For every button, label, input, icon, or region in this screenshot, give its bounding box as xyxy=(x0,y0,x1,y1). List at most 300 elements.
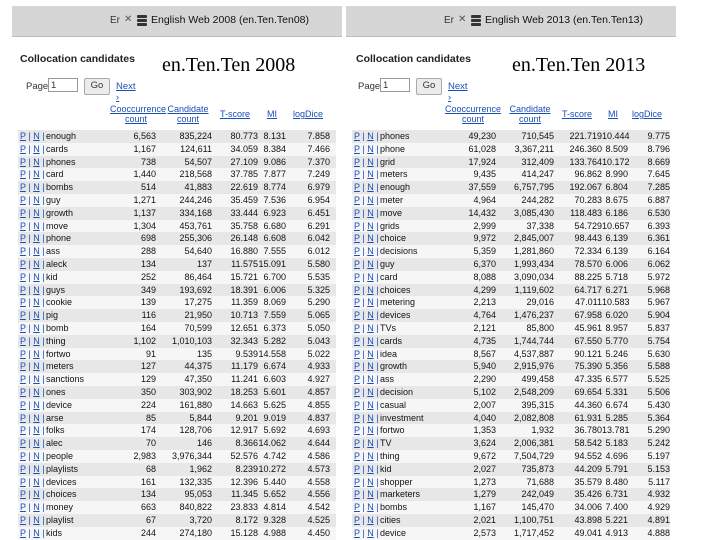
cell-word[interactable]: enough xyxy=(46,131,77,141)
pn-links[interactable]: P | N | xyxy=(20,502,45,513)
pn-links[interactable]: P | N | xyxy=(354,271,379,282)
cell-word[interactable]: idea xyxy=(380,348,398,359)
n-link[interactable]: N xyxy=(367,399,374,410)
table-row[interactable] xyxy=(352,156,670,169)
table-row[interactable] xyxy=(352,220,670,233)
n-link[interactable]: N xyxy=(367,131,374,141)
table-row[interactable] xyxy=(18,335,336,348)
next-link[interactable]: Next › xyxy=(116,81,136,103)
n-link[interactable]: N xyxy=(367,169,374,180)
n-link[interactable]: N xyxy=(367,489,374,500)
cell-word[interactable]: guy xyxy=(46,194,61,205)
table-row[interactable] xyxy=(18,373,336,386)
cell-word[interactable]: phones xyxy=(46,156,76,167)
n-link[interactable]: N xyxy=(367,297,374,308)
n-link[interactable]: N xyxy=(33,374,40,385)
p-link[interactable]: P xyxy=(354,348,360,359)
n-link[interactable]: N xyxy=(33,322,40,333)
p-link[interactable]: P xyxy=(20,502,26,513)
table-row[interactable] xyxy=(352,488,670,501)
table-row[interactable] xyxy=(352,207,670,220)
n-link[interactable]: N xyxy=(367,450,374,461)
p-link[interactable]: P xyxy=(354,399,360,410)
table-row[interactable] xyxy=(18,309,336,322)
n-link[interactable]: N xyxy=(367,310,374,321)
cell-word[interactable]: bombs xyxy=(46,182,74,193)
n-link[interactable]: N xyxy=(33,361,40,372)
col-tscore[interactable]: T-score xyxy=(219,109,250,119)
p-link[interactable]: P xyxy=(20,194,26,205)
pn-links[interactable]: P | N | xyxy=(354,156,379,167)
n-link[interactable]: N xyxy=(367,502,374,513)
cell-word[interactable]: people xyxy=(46,450,74,461)
n-link[interactable]: N xyxy=(33,169,40,180)
pn-links[interactable]: P | N | xyxy=(20,258,45,269)
table-row[interactable] xyxy=(352,284,670,297)
cell-word[interactable]: grid xyxy=(380,156,396,167)
n-link[interactable]: N xyxy=(367,233,374,244)
cell-word[interactable]: growth xyxy=(380,361,408,372)
table-row[interactable] xyxy=(18,386,336,399)
table-row[interactable] xyxy=(352,360,670,373)
p-link[interactable]: P xyxy=(20,463,26,474)
table-row[interactable] xyxy=(352,386,670,399)
p-link[interactable]: P xyxy=(354,207,360,218)
n-link[interactable]: N xyxy=(33,233,40,244)
col-logdice[interactable]: logDice xyxy=(631,109,662,119)
table-row[interactable] xyxy=(18,501,336,514)
cell-word[interactable]: aleck xyxy=(46,258,68,269)
table-row[interactable] xyxy=(352,130,670,143)
pn-links[interactable]: P | N | xyxy=(20,246,45,257)
n-link[interactable]: N xyxy=(367,386,374,397)
col-mi[interactable]: MI xyxy=(608,109,618,119)
pn-links[interactable]: P | N | xyxy=(20,233,45,244)
p-link[interactable]: P xyxy=(354,425,360,436)
n-link[interactable]: N xyxy=(33,527,40,538)
pn-links[interactable]: P | N | xyxy=(20,476,45,487)
cell-word[interactable]: decisions xyxy=(380,246,418,257)
n-link[interactable]: N xyxy=(367,514,374,525)
table-row[interactable] xyxy=(18,194,336,207)
n-link[interactable]: N xyxy=(33,476,40,487)
p-link[interactable]: P xyxy=(354,143,360,154)
col-cooccurrence[interactable]: Cooccurrence count xyxy=(444,104,502,124)
table-row[interactable] xyxy=(352,181,670,194)
table-row[interactable] xyxy=(352,424,670,437)
col-tscore[interactable]: T-score xyxy=(561,109,592,119)
cell-word[interactable]: TVs xyxy=(380,322,397,333)
pn-links[interactable]: P | N | xyxy=(354,310,379,321)
p-link[interactable]: P xyxy=(20,169,26,180)
table-row[interactable] xyxy=(18,322,336,335)
pn-links[interactable]: P | N | xyxy=(354,207,379,218)
pn-links[interactable]: P | N | xyxy=(354,361,379,372)
table-row[interactable] xyxy=(352,232,670,245)
cell-word[interactable]: kid xyxy=(46,271,58,282)
table-row[interactable] xyxy=(352,501,670,514)
p-link[interactable]: P xyxy=(20,386,26,397)
pn-links[interactable]: P | N | xyxy=(354,476,379,487)
p-link[interactable]: P xyxy=(20,246,26,257)
n-link[interactable]: N xyxy=(367,284,374,295)
p-link[interactable]: P xyxy=(20,143,26,154)
p-link[interactable]: P xyxy=(354,156,360,167)
cell-word[interactable]: bombs xyxy=(380,502,408,513)
cell-word[interactable]: thing xyxy=(46,335,66,346)
pn-links[interactable]: P | N | xyxy=(354,527,379,538)
table-row[interactable] xyxy=(18,130,336,143)
pn-links[interactable]: P | N | xyxy=(354,284,379,295)
cell-word[interactable]: money xyxy=(46,502,74,513)
p-link[interactable]: P xyxy=(354,450,360,461)
pn-links[interactable]: P | N | xyxy=(20,425,45,436)
n-link[interactable]: N xyxy=(367,271,374,282)
p-link[interactable]: P xyxy=(354,284,360,295)
p-link[interactable]: P xyxy=(354,131,360,141)
cell-word[interactable]: meter xyxy=(380,194,404,205)
n-link[interactable]: N xyxy=(33,156,40,167)
pn-links[interactable]: P | N | xyxy=(354,450,379,461)
p-link[interactable]: P xyxy=(354,246,360,257)
cell-word[interactable]: alec xyxy=(46,438,63,449)
n-link[interactable]: N xyxy=(33,335,40,346)
pn-links[interactable]: P | N | xyxy=(20,348,45,359)
n-link[interactable]: N xyxy=(367,425,374,436)
p-link[interactable]: P xyxy=(354,169,360,180)
table-row[interactable] xyxy=(18,463,336,476)
pn-links[interactable]: P | N | xyxy=(354,514,379,525)
p-link[interactable]: P xyxy=(354,412,360,423)
cell-word[interactable]: meters xyxy=(380,169,408,180)
pn-links[interactable]: P | N | xyxy=(354,220,379,231)
cell-word[interactable]: investment xyxy=(380,412,424,423)
cell-word[interactable]: phones xyxy=(380,131,410,141)
pn-links[interactable]: P | N | xyxy=(354,169,379,180)
n-link[interactable]: N xyxy=(33,425,40,436)
cell-word[interactable]: choice xyxy=(380,233,407,244)
table-row[interactable] xyxy=(18,143,336,156)
p-link[interactable]: P xyxy=(354,476,360,487)
pn-links[interactable]: P | N | xyxy=(20,156,45,167)
n-link[interactable]: N xyxy=(367,207,374,218)
page-input[interactable]: 1 xyxy=(48,78,78,92)
n-link[interactable]: N xyxy=(367,476,374,487)
cell-word[interactable]: enough xyxy=(380,182,411,193)
cell-word[interactable]: decision xyxy=(380,386,414,397)
pn-links[interactable]: P | N | xyxy=(354,463,379,474)
pn-links[interactable]: P | N | xyxy=(20,463,45,474)
table-row[interactable] xyxy=(352,168,670,181)
cell-word[interactable]: ass xyxy=(46,246,61,257)
n-link[interactable]: N xyxy=(367,322,374,333)
pn-links[interactable]: P | N | xyxy=(354,182,379,193)
table-row[interactable] xyxy=(352,335,670,348)
p-link[interactable]: P xyxy=(354,386,360,397)
table-row[interactable] xyxy=(18,437,336,450)
pn-links[interactable]: P | N | xyxy=(20,310,45,321)
n-link[interactable]: N xyxy=(367,194,374,205)
table-row[interactable] xyxy=(18,360,336,373)
pn-links[interactable]: P | N | xyxy=(354,348,379,359)
cell-word[interactable]: ones xyxy=(46,386,66,397)
cell-word[interactable]: playlist xyxy=(46,514,74,525)
p-link[interactable]: P xyxy=(20,361,26,372)
p-link[interactable]: P xyxy=(20,412,26,423)
go-button[interactable]: Go xyxy=(416,78,442,95)
table-row[interactable] xyxy=(18,258,336,271)
table-row[interactable] xyxy=(18,348,336,361)
p-link[interactable]: P xyxy=(354,335,360,346)
pn-links[interactable]: P | N | xyxy=(20,297,45,308)
cell-word[interactable]: arse xyxy=(46,412,64,423)
p-link[interactable]: P xyxy=(20,399,26,410)
p-link[interactable]: P xyxy=(354,258,360,269)
pn-links[interactable]: P | N | xyxy=(20,374,45,385)
pn-links[interactable]: P | N | xyxy=(354,194,379,205)
pn-links[interactable]: P | N | xyxy=(354,438,379,449)
p-link[interactable]: P xyxy=(354,182,360,193)
table-row[interactable] xyxy=(352,143,670,156)
table-row[interactable] xyxy=(352,514,670,527)
table-row[interactable] xyxy=(18,271,336,284)
pn-links[interactable]: P | N | xyxy=(20,220,45,231)
p-link[interactable]: P xyxy=(354,233,360,244)
table-row[interactable] xyxy=(352,309,670,322)
cell-word[interactable]: fortwo xyxy=(380,425,405,436)
p-link[interactable]: P xyxy=(354,361,360,372)
page-input[interactable]: 1 xyxy=(380,78,410,92)
cell-word[interactable]: playlists xyxy=(46,463,79,474)
p-link[interactable]: P xyxy=(354,489,360,500)
pn-links[interactable]: P | N | xyxy=(20,169,45,180)
p-link[interactable]: P xyxy=(20,348,26,359)
cell-word[interactable]: cards xyxy=(380,335,403,346)
pn-links[interactable]: P | N | xyxy=(20,131,45,141)
pn-links[interactable]: P | N | xyxy=(354,502,379,513)
table-row[interactable] xyxy=(18,156,336,169)
pn-links[interactable]: P | N | xyxy=(20,412,45,423)
p-link[interactable]: P xyxy=(354,220,360,231)
pn-links[interactable]: P | N | xyxy=(20,271,45,282)
cell-word[interactable]: ass xyxy=(380,374,395,385)
p-link[interactable]: P xyxy=(354,271,360,282)
cell-word[interactable]: phone xyxy=(46,233,72,244)
table-row[interactable] xyxy=(352,527,670,540)
n-link[interactable]: N xyxy=(33,450,40,461)
table-row[interactable] xyxy=(18,181,336,194)
cell-word[interactable]: card xyxy=(380,271,398,282)
p-link[interactable]: P xyxy=(20,450,26,461)
table-row[interactable] xyxy=(18,450,336,463)
cell-word[interactable]: device xyxy=(46,399,73,410)
p-link[interactable]: P xyxy=(20,527,26,538)
cell-word[interactable]: move xyxy=(380,207,403,218)
cell-word[interactable]: cards xyxy=(46,143,69,154)
p-link[interactable]: P xyxy=(354,514,360,525)
n-link[interactable]: N xyxy=(33,399,40,410)
corpus-name[interactable]: English Web 2013 (en.Ten.Ten13) xyxy=(485,14,643,26)
cell-word[interactable]: meters xyxy=(46,361,74,372)
col-candidate[interactable]: Candidate count xyxy=(167,104,209,124)
pn-links[interactable]: P | N | xyxy=(20,335,45,346)
pn-links[interactable]: P | N | xyxy=(354,322,379,333)
pn-links[interactable]: P | N | xyxy=(354,386,379,397)
n-link[interactable]: N xyxy=(367,258,374,269)
n-link[interactable]: N xyxy=(33,489,40,500)
cell-word[interactable]: move xyxy=(46,220,69,231)
table-row[interactable] xyxy=(18,168,336,181)
n-link[interactable]: N xyxy=(367,438,374,449)
table-row[interactable] xyxy=(352,271,670,284)
cell-word[interactable]: growth xyxy=(46,207,74,218)
cell-word[interactable]: cities xyxy=(380,514,401,525)
table-row[interactable] xyxy=(18,514,336,527)
table-row[interactable] xyxy=(352,399,670,412)
n-link[interactable]: N xyxy=(33,182,40,193)
pn-links[interactable]: P | N | xyxy=(354,297,379,308)
table-row[interactable] xyxy=(352,322,670,335)
pn-links[interactable]: P | N | xyxy=(20,527,45,538)
n-link[interactable]: N xyxy=(33,463,40,474)
cell-word[interactable]: device xyxy=(380,527,407,538)
go-button[interactable]: Go xyxy=(84,78,110,95)
cell-word[interactable]: guys xyxy=(46,284,66,295)
col-cooccurrence[interactable]: Cooccurrence count xyxy=(110,104,167,124)
p-link[interactable]: P xyxy=(20,476,26,487)
pn-links[interactable]: P | N | xyxy=(20,386,45,397)
p-link[interactable]: P xyxy=(20,322,26,333)
p-link[interactable]: P xyxy=(354,322,360,333)
table-row[interactable] xyxy=(352,348,670,361)
p-link[interactable]: P xyxy=(20,207,26,218)
table-row[interactable] xyxy=(18,424,336,437)
p-link[interactable]: P xyxy=(354,310,360,321)
n-link[interactable]: N xyxy=(33,310,40,321)
n-link[interactable]: N xyxy=(33,143,40,154)
n-link[interactable]: N xyxy=(33,271,40,282)
p-link[interactable]: P xyxy=(354,297,360,308)
p-link[interactable]: P xyxy=(354,463,360,474)
n-link[interactable]: N xyxy=(33,258,40,269)
n-link[interactable]: N xyxy=(367,374,374,385)
col-logdice[interactable]: logDice xyxy=(292,109,323,119)
table-row[interactable] xyxy=(352,258,670,271)
cell-word[interactable]: shopper xyxy=(380,476,413,487)
n-link[interactable]: N xyxy=(33,207,40,218)
n-link[interactable]: N xyxy=(33,284,40,295)
cell-word[interactable]: sanctions xyxy=(46,374,85,385)
pn-links[interactable]: P | N | xyxy=(20,438,45,449)
p-link[interactable]: P xyxy=(354,502,360,513)
table-row[interactable] xyxy=(18,476,336,489)
n-link[interactable]: N xyxy=(33,502,40,513)
table-row[interactable] xyxy=(18,399,336,412)
table-row[interactable] xyxy=(352,450,670,463)
cell-word[interactable]: fortwo xyxy=(46,348,71,359)
p-link[interactable]: P xyxy=(20,271,26,282)
pn-links[interactable]: P | N | xyxy=(20,489,45,500)
n-link[interactable]: N xyxy=(367,527,374,538)
corpus-name[interactable]: English Web 2008 (en.Ten.Ten08) xyxy=(151,14,309,26)
n-link[interactable]: N xyxy=(367,361,374,372)
table-row[interactable] xyxy=(18,232,336,245)
n-link[interactable]: N xyxy=(33,438,40,449)
pn-links[interactable]: P | N | xyxy=(354,335,379,346)
pn-links[interactable]: P | N | xyxy=(20,450,45,461)
pn-links[interactable]: P | N | xyxy=(354,246,379,257)
close-icon[interactable]: ✕ xyxy=(458,14,467,25)
pn-links[interactable]: P | N | xyxy=(20,322,45,333)
p-link[interactable]: P xyxy=(20,182,26,193)
pn-links[interactable]: P | N | xyxy=(354,425,379,436)
table-row[interactable] xyxy=(352,245,670,258)
p-link[interactable]: P xyxy=(20,335,26,346)
cell-word[interactable]: folks xyxy=(46,425,65,436)
table-row[interactable] xyxy=(352,373,670,386)
col-mi[interactable]: MI xyxy=(267,109,277,119)
pn-links[interactable]: P | N | xyxy=(354,489,379,500)
pn-links[interactable]: P | N | xyxy=(354,399,379,410)
n-link[interactable]: N xyxy=(367,220,374,231)
table-row[interactable] xyxy=(18,488,336,501)
pn-links[interactable]: P | N | xyxy=(354,233,379,244)
cell-word[interactable]: choices xyxy=(380,284,411,295)
table-row[interactable] xyxy=(18,296,336,309)
cell-word[interactable]: devices xyxy=(46,476,77,487)
table-row[interactable] xyxy=(352,296,670,309)
cell-word[interactable]: grids xyxy=(380,220,400,231)
cell-word[interactable]: cookie xyxy=(46,297,73,308)
n-link[interactable]: N xyxy=(33,194,40,205)
pn-links[interactable]: P | N | xyxy=(20,399,45,410)
table-row[interactable] xyxy=(18,527,336,540)
pn-links[interactable]: P | N | xyxy=(354,374,379,385)
cell-word[interactable]: bomb xyxy=(46,322,69,333)
n-link[interactable]: N xyxy=(33,348,40,359)
n-link[interactable]: N xyxy=(367,348,374,359)
cell-word[interactable]: casual xyxy=(380,399,407,410)
p-link[interactable]: P xyxy=(20,131,26,141)
cell-word[interactable]: metering xyxy=(380,297,416,308)
p-link[interactable]: P xyxy=(20,284,26,295)
table-row[interactable] xyxy=(18,245,336,258)
p-link[interactable]: P xyxy=(20,220,26,231)
n-link[interactable]: N xyxy=(33,412,40,423)
table-row[interactable] xyxy=(352,437,670,450)
n-link[interactable]: N xyxy=(367,412,374,423)
table-row[interactable] xyxy=(18,207,336,220)
n-link[interactable]: N xyxy=(33,131,40,141)
n-link[interactable]: N xyxy=(367,156,374,167)
n-link[interactable]: N xyxy=(367,143,374,154)
p-link[interactable]: P xyxy=(20,489,26,500)
p-link[interactable]: P xyxy=(354,194,360,205)
pn-links[interactable]: P | N | xyxy=(354,143,379,154)
p-link[interactable]: P xyxy=(20,156,26,167)
pn-links[interactable]: P | N | xyxy=(354,412,379,423)
pn-links[interactable]: P | N | xyxy=(354,131,379,141)
pn-links[interactable]: P | N | xyxy=(20,514,45,525)
table-row[interactable] xyxy=(352,463,670,476)
n-link[interactable]: N xyxy=(367,246,374,257)
pn-links[interactable]: P | N | xyxy=(20,182,45,193)
pn-links[interactable]: P | N | xyxy=(20,361,45,372)
cell-word[interactable]: devices xyxy=(380,310,411,321)
p-link[interactable]: P xyxy=(20,438,26,449)
cell-word[interactable]: phone xyxy=(380,143,406,154)
cell-word[interactable]: pig xyxy=(46,310,59,321)
